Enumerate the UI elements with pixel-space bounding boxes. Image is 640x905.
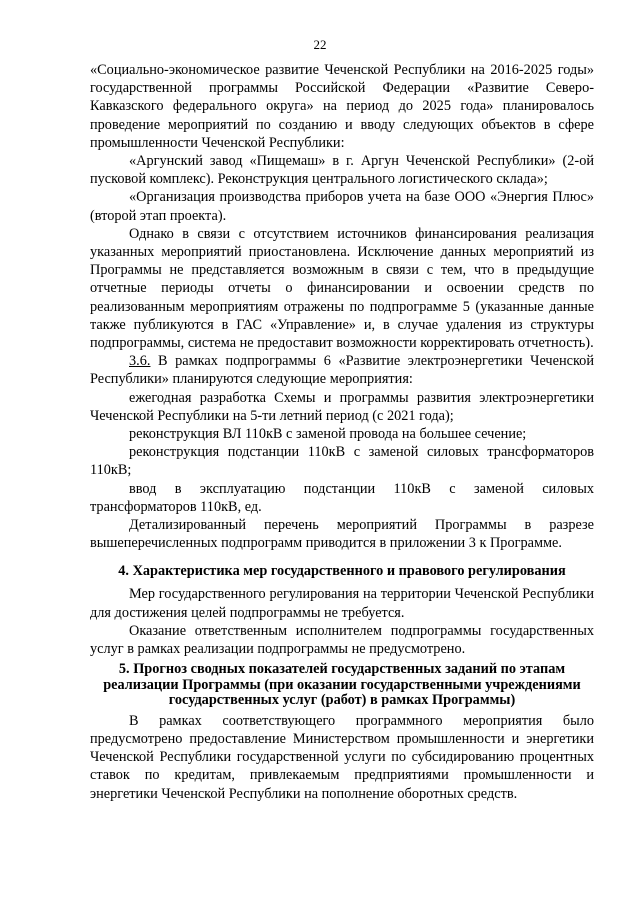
list-item-scheme: ежегодная разработка Схемы и программы развития электроэнергетики Чеченской Республики на 5-ти летний период (с 2021 года);: [90, 389, 594, 424]
paragraph-subsidies: В рамках соответствующего программного мероприятия было предусмотрено предоставление Министерством промышленности и энергетики Чеченской Республики государственной услуги по субсидированию процентных ставок по кредитам, привлекаемым предприятиями промышленности и энергетики Чеченской Республики на пополнение оборотных средств.: [90, 712, 594, 802]
section-number: 3.6.: [129, 353, 151, 370]
paragraph-subprogram-6-text: В рамках подпрограммы 6 «Развитие электроэнергетики Чеченской Республики» планируются следующие мероприятия:: [90, 353, 594, 388]
paragraph-energy-plus: «Организация производства приборов учета на базе ООО «Энергия Плюс» (второй этап проекта).: [90, 189, 594, 224]
list-item-substation-reconstruction: реконструкция подстанции 110кВ с заменой силовых трансформаторов 110кВ;: [90, 444, 594, 479]
paragraph-subprogram-6: [90, 352, 594, 388]
paragraph-programs: «Социально-экономическое развитие Чеченской Республики на 2016-2025 годы» государственной программы Российской Федерации «Развитие Северо-Кавказского федерального округа» на период до 2025 года» планировалось проведение мероприятий по созданию и вводу следующих объектов в сфере промышленности Чеченской Республики:: [90, 62, 594, 151]
section-heading-5: 5. Прогноз сводных показателей государственных заданий по этапам реализации Программы (при оказании государственными учреждениями государственных услуг (работ) в рамках Программы): [103, 661, 581, 709]
page-number: 22: [313, 37, 327, 52]
paragraph-funding-suspended: Однако в связи с отсутствием источников финансирования реализация указанных мероприятий приостановлена. Исключение данных мероприятий из Программы не представляется возможным в связи с тем, что в предыдущие отчетные периоды отчеты о финансировании и освоении средств по реализованным мероприятиям отражены по подпрограмме 5 (указанные данные также публикуются в ГАС «Управление» и, в случае удаления из структуры подпрограммы, система не предоставит возможности корректировать отчетность).: [90, 225, 594, 352]
section-heading-4: 4. Характеристика мер государственного и правового регулирования: [118, 563, 566, 580]
paragraph-regulation: Мер государственного регулирования на территории Чеченской Республики для достижения целей подпрограммы не требуется.: [90, 586, 594, 621]
list-item-vl-reconstruction: реконструкция ВЛ 110кВ с заменой провода на большее сечение;: [129, 426, 527, 443]
list-item-substation-commissioning: ввод в эксплуатацию подстанции 110кВ с заменой силовых трансформаторов 110кВ, ед.: [90, 480, 594, 515]
paragraph-argun-plant: «Аргунский завод «Пищемаш» в г. Аргун Чеченской Республики» (2-ой пусковой комплекс). Реконструкция центрального логистического склада»;: [90, 153, 594, 188]
page-content: [90, 61, 594, 803]
paragraph-services: Оказание ответственным исполнителем подпрограммы государственных услуг в рамках реализации подпрограммы не предусмотрено.: [90, 622, 594, 658]
paragraph-detailed-list: Детализированный перечень мероприятий Программы в разрезе вышеперечисленных подпрограмм приводится в приложении 3 к Программе.: [90, 517, 594, 552]
